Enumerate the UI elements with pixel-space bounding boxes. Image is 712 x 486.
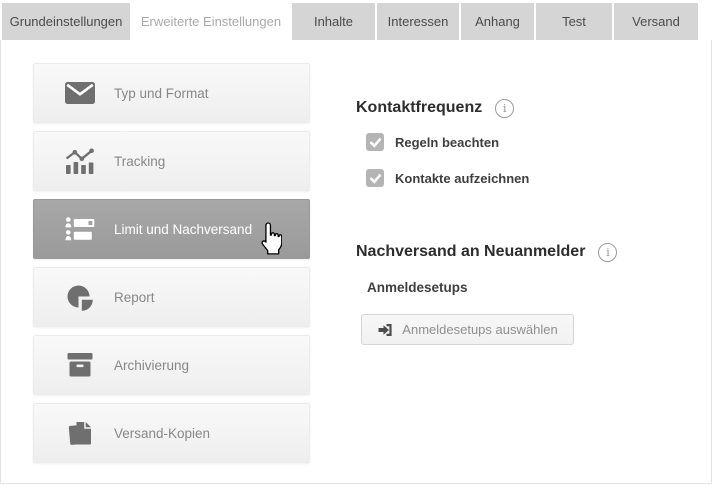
anmeldesetups-subheading: Anmeldesetups bbox=[367, 280, 468, 295]
document-copies-icon bbox=[64, 419, 96, 447]
section-title-text: Nachversand an Neuanmelder bbox=[356, 243, 586, 260]
info-icon[interactable]: i bbox=[598, 243, 617, 262]
checkbox-label: Regeln beachten bbox=[395, 134, 500, 150]
check-icon bbox=[368, 135, 383, 150]
nav-item-label: Typ und Format bbox=[114, 85, 209, 101]
envelope-icon bbox=[64, 79, 96, 107]
nav-item-report[interactable] bbox=[33, 267, 310, 327]
section-title-kontaktfrequenz bbox=[356, 98, 514, 118]
tab-anhang[interactable]: Anhang bbox=[461, 3, 534, 40]
settings-panel bbox=[0, 40, 712, 484]
nav-item-tracking[interactable] bbox=[33, 131, 310, 191]
nav-item-label: Report bbox=[114, 289, 155, 305]
sign-in-arrow-icon bbox=[377, 322, 393, 338]
nav-item-label: Tracking bbox=[114, 153, 166, 169]
tab-inhalte[interactable]: Inhalte bbox=[292, 3, 375, 40]
nav-item-typ-und-format[interactable] bbox=[33, 63, 310, 123]
check-icon bbox=[368, 171, 383, 186]
tab-interessen[interactable]: Interessen bbox=[377, 3, 459, 40]
tab-test[interactable]: Test bbox=[536, 3, 612, 40]
info-icon[interactable]: i bbox=[495, 99, 514, 118]
contacts-list-icon bbox=[64, 215, 96, 243]
tab-versand[interactable]: Versand bbox=[614, 3, 698, 40]
nav-item-label: Archivierung bbox=[114, 357, 190, 373]
checkbox-regeln-beachten[interactable] bbox=[366, 133, 384, 151]
checkbox-kontakte-aufzeichnen[interactable] bbox=[366, 169, 384, 187]
nav-item-versand-kopien[interactable] bbox=[33, 403, 310, 463]
section-title-text: Kontaktfrequenz bbox=[356, 99, 483, 116]
checkbox-row-kontakte-aufzeichnen bbox=[366, 169, 529, 187]
checkbox-row-regeln-beachten bbox=[366, 133, 499, 151]
tab-grundeinstellungen[interactable]: Grundeinstellungen bbox=[2, 3, 130, 40]
button-label: Anmeldesetups auswählen bbox=[402, 322, 558, 337]
tab-erweiterte-einstellungen[interactable]: Erweiterte Einstellungen bbox=[132, 3, 290, 40]
anmeldesetups-auswaehlen-button[interactable] bbox=[361, 314, 574, 345]
section-title-nachversand bbox=[356, 242, 617, 262]
pie-chart-icon bbox=[64, 283, 96, 311]
tracking-chart-icon bbox=[64, 147, 96, 175]
nav-item-label: Versand-Kopien bbox=[114, 425, 211, 441]
archive-box-icon bbox=[64, 351, 96, 379]
nav-item-archivierung[interactable] bbox=[33, 335, 310, 395]
tab-bar bbox=[2, 3, 698, 40]
nav-item-limit-und-nachversand[interactable] bbox=[33, 199, 310, 259]
settings-nav bbox=[33, 63, 310, 471]
checkbox-label: Kontakte aufzeichnen bbox=[395, 170, 530, 186]
nav-item-label: Limit und Nachversand bbox=[114, 221, 253, 237]
